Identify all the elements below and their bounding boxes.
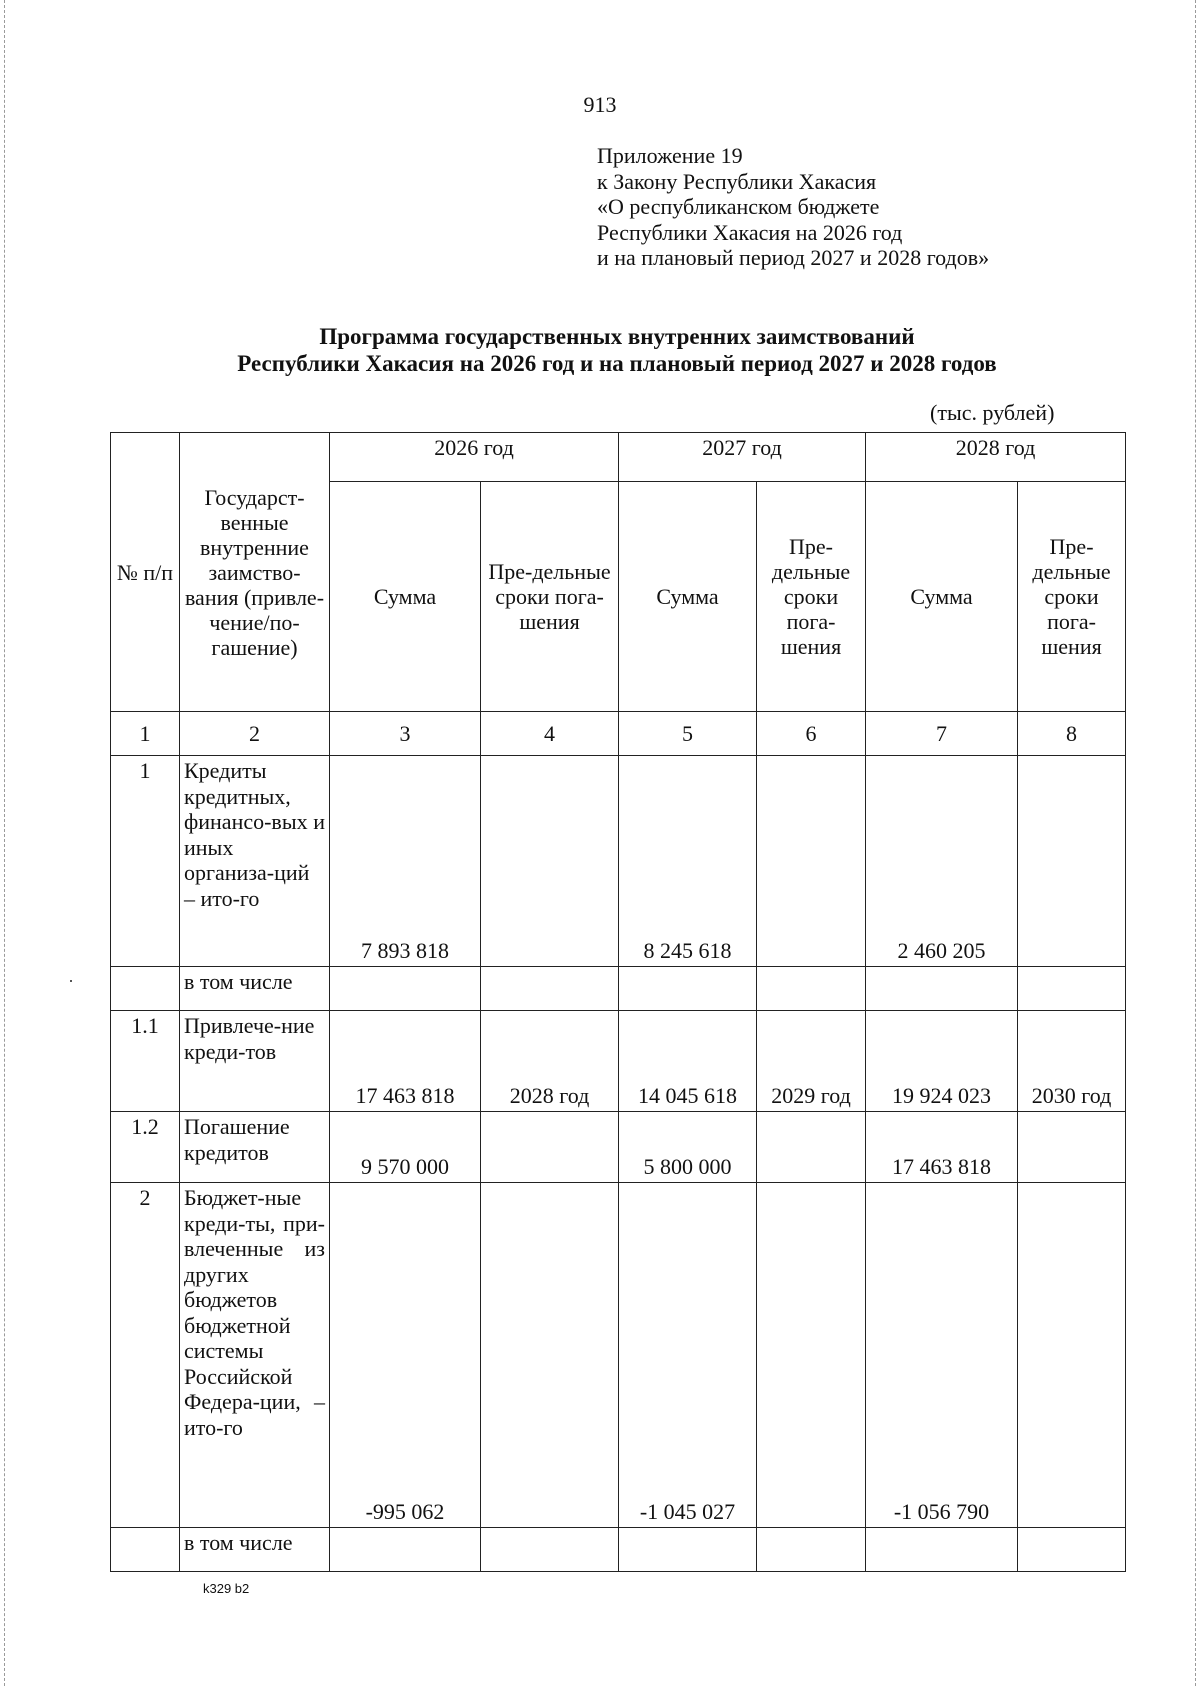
deadline-2028: 2030 год	[1018, 1011, 1126, 1112]
header-num: № п/п	[111, 433, 180, 712]
header-deadline-2027: Пре-дельные сроки пога-шения	[757, 482, 866, 712]
title-line: Программа государственных внутренних заимствований	[319, 324, 915, 349]
borrowing-program-table	[110, 432, 1126, 1572]
scan-edge-left	[4, 0, 5, 1686]
sum-2027	[619, 1528, 757, 1572]
row-name: в том числе	[180, 967, 330, 1011]
deadline-2028	[1018, 967, 1126, 1011]
column-number: 4	[481, 712, 619, 756]
row-number: 1.2	[111, 1112, 180, 1183]
appendix-line: «О республиканском бюджете	[597, 194, 880, 219]
table-row	[111, 967, 1126, 1011]
scan-speck	[70, 980, 72, 982]
footer-stamp: k329 b2	[203, 1581, 250, 1596]
header-row-years	[111, 433, 1126, 482]
deadline-2026	[481, 1112, 619, 1183]
scan-edge-right	[1195, 0, 1196, 1686]
column-number-row	[111, 712, 1126, 756]
header-borrowing-type: Государст-венные внутренние заимство-вания (привле-чение/по-гашение)	[180, 433, 330, 712]
table-row	[111, 1528, 1126, 1572]
unit-note: (тыс. рублей)	[930, 400, 1055, 425]
sum-2028	[866, 1528, 1018, 1572]
header-year-2028: 2028 год	[866, 433, 1126, 482]
sum-2028: -1 056 790	[866, 1183, 1018, 1528]
column-number: 5	[619, 712, 757, 756]
sum-2026	[330, 967, 481, 1011]
table-row	[111, 1112, 1126, 1183]
appendix-line: к Закону Республики Хакасия	[597, 168, 877, 194]
deadline-2027	[757, 1112, 866, 1183]
sum-2026	[330, 1528, 481, 1572]
row-name: Кредиты кредитных, финансо-вых и иных организа-ций – ито-го	[180, 756, 330, 967]
header-sum-2026: Сумма	[330, 482, 481, 712]
deadline-2026	[481, 756, 619, 967]
deadline-2027	[757, 1528, 866, 1572]
sum-2026: 7 893 818	[330, 756, 481, 967]
table-row	[111, 1183, 1126, 1528]
title-line: Республики Хакасия на 2026 год и на плановый период 2027 и 2028 годов	[237, 351, 997, 376]
sum-2027: -1 045 027	[619, 1183, 757, 1528]
row-number	[111, 1528, 180, 1572]
row-name: Бюджет-ные креди-ты, при-влеченные из других бюджетов бюджетной системы Российской Федера-ции, – ито-го	[180, 1183, 330, 1528]
header-deadline-2028: Пре-дельные сроки пога-шения	[1018, 482, 1126, 712]
table-row	[111, 1011, 1126, 1112]
sum-2027: 8 245 618	[619, 756, 757, 967]
appendix-line: Приложение 19	[597, 143, 743, 168]
header-year-2026: 2026 год	[330, 433, 619, 482]
deadline-2026	[481, 1183, 619, 1528]
page-number: 913	[583, 92, 617, 117]
sum-2028: 19 924 023	[866, 1011, 1018, 1112]
column-number: 6	[757, 712, 866, 756]
deadline-2026	[481, 1528, 619, 1572]
deadline-2028	[1018, 1528, 1126, 1572]
header-year-2027: 2027 год	[619, 433, 866, 482]
header-sum-2027: Сумма	[619, 482, 757, 712]
deadline-2028	[1018, 1183, 1126, 1528]
sum-2027: 5 800 000	[619, 1112, 757, 1183]
deadline-2028	[1018, 756, 1126, 967]
sum-2026: 17 463 818	[330, 1011, 481, 1112]
row-number: 2	[111, 1183, 180, 1528]
row-name: в том числе	[180, 1528, 330, 1572]
table-row	[111, 756, 1126, 967]
deadline-2028	[1018, 1112, 1126, 1183]
sum-2028	[866, 967, 1018, 1011]
column-number: 3	[330, 712, 481, 756]
row-number: 1	[111, 756, 180, 967]
row-number	[111, 967, 180, 1011]
header-deadline-2026: Пре-дельные сроки пога-шения	[481, 482, 619, 712]
row-name: Привлече-ние креди-тов	[180, 1011, 330, 1112]
appendix-reference	[597, 143, 989, 271]
deadline-2027	[757, 756, 866, 967]
row-name: Погашение кредитов	[180, 1112, 330, 1183]
deadline-2027: 2029 год	[757, 1011, 866, 1112]
sum-2026: 9 570 000	[330, 1112, 481, 1183]
column-number: 8	[1018, 712, 1126, 756]
sum-2026: -995 062	[330, 1183, 481, 1528]
deadline-2026	[481, 967, 619, 1011]
row-number: 1.1	[111, 1011, 180, 1112]
header-sum-2028: Сумма	[866, 482, 1018, 712]
sum-2028: 2 460 205	[866, 756, 1018, 967]
deadline-2027	[757, 967, 866, 1011]
appendix-line: Республики Хакасия на 2026 год	[597, 219, 903, 245]
sum-2027	[619, 967, 757, 1011]
deadline-2027	[757, 1183, 866, 1528]
sum-2027: 14 045 618	[619, 1011, 757, 1112]
column-number: 2	[180, 712, 330, 756]
document-title	[112, 323, 1122, 377]
appendix-line: и на плановый период 2027 и 2028 годов»	[597, 245, 990, 270]
sum-2028: 17 463 818	[866, 1112, 1018, 1183]
deadline-2026: 2028 год	[481, 1011, 619, 1112]
column-number: 7	[866, 712, 1018, 756]
column-number: 1	[111, 712, 180, 756]
